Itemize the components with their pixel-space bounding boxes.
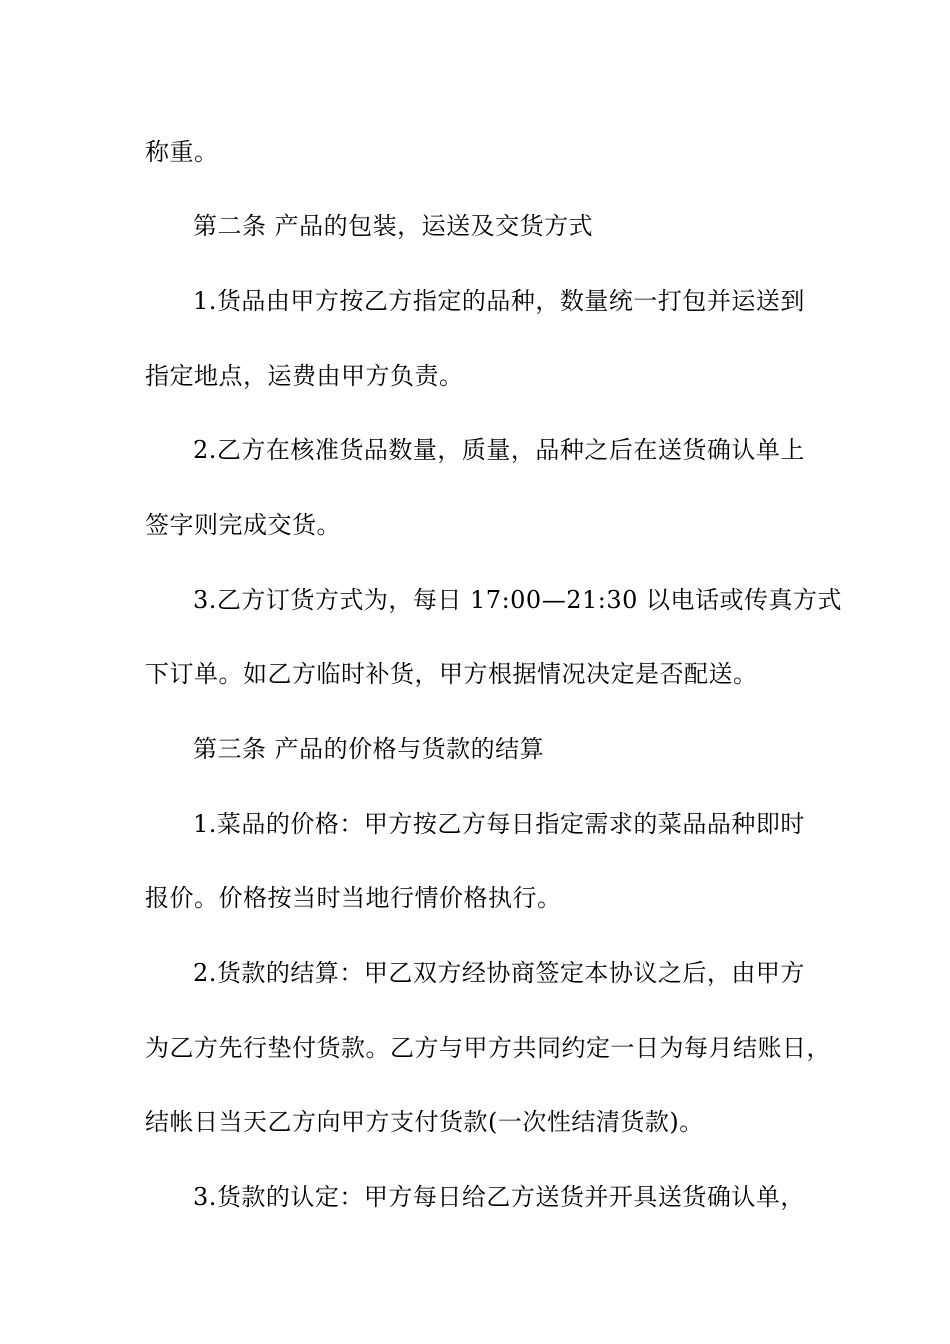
text-line-13: 为乙方先行垫付货款。乙方与甲方共同约定一日为每月结账日， [145,1034,831,1062]
text-line-7: 3.乙方订货方式为，每日 17:00—21:30 以电话或传真方式 [193,586,842,614]
text-line-1: 称重。 [145,138,219,166]
section-heading-3: 第三条 产品的价格与货款的结算 [193,735,545,763]
text-line-8: 下订单。如乙方临时补货，甲方根据情况决定是否配送。 [145,660,758,688]
text-line-15: 3.货款的认定：甲方每日给乙方送货并开具送货确认单， [193,1183,805,1211]
text-line-3: 1.货品由甲方按乙方指定的品种，数量统一打包并运送到 [193,287,805,315]
text-line-4: 指定地点，运费由甲方负责。 [145,362,464,390]
text-line-11: 报价。价格按当时当地行情价格执行。 [145,884,562,912]
section-heading-2: 第二条 产品的包装，运送及交货方式 [193,212,594,240]
text-line-14: 结帐日当天乙方向甲方支付货款(一次性结清货款)。 [145,1108,704,1136]
text-line-12: 2.货款的结算：甲乙双方经协商签定本协议之后，由甲方 [193,959,805,987]
text-line-10: 1.菜品的价格：甲方按乙方每日指定需求的菜品品种即时 [193,810,805,838]
text-line-6: 签字则完成交货。 [145,511,341,539]
text-line-5: 2.乙方在核准货品数量，质量，品种之后在送货确认单上 [193,436,805,464]
